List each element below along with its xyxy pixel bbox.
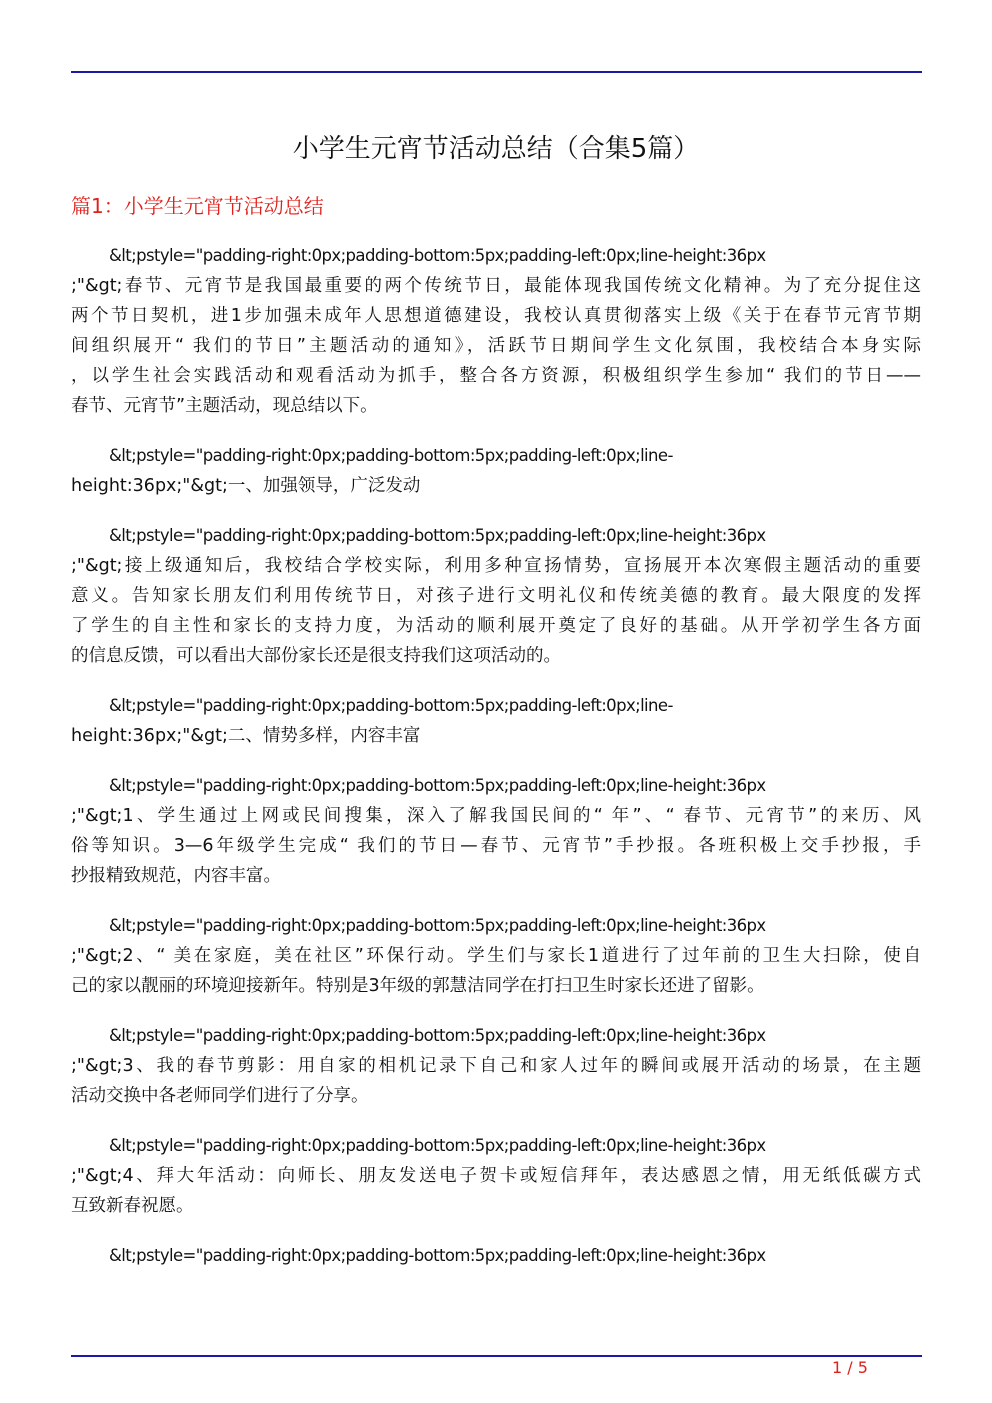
text-line: &lt;pstyle="padding-right:0px;padding-bottom:5px;padding-left:0px;line-height:36px xyxy=(109,916,766,935)
text-line: 意义。告知家长朋友们利用传统节日，对孩子进行文明礼仪和传统美德的教育。最大限度的发挥 xyxy=(71,586,921,606)
text-line: &lt;pstyle="padding-right:0px;padding-bottom:5px;padding-left:0px;line- xyxy=(109,696,673,715)
text-line: 间组织展开“ 我们的节日”主题活动的通知》，活跃节日期间学生文化氛围，我校结合本身实际 xyxy=(71,336,921,356)
page-number: 1 / 5 xyxy=(832,1358,868,1377)
text-line: 互致新春祝愿。 xyxy=(71,1196,194,1216)
text-line: 抄报精致规范，内容丰富。 xyxy=(71,866,281,886)
text-line: ，以学生社会实践活动和观看活动为抓手，整合各方资源，积极组织学生参加“ 我们的节日—— xyxy=(71,366,921,386)
paragraph xyxy=(71,1021,921,1111)
text-line: &lt;pstyle="padding-right:0px;padding-bottom:5px;padding-left:0px;line-height:36px xyxy=(109,1136,766,1155)
text-line: ;"&gt;2、“ 美在家庭，美在社区”环保行动。学生们与家长1道进行了过年前的卫生大扫除，使自 xyxy=(71,946,921,966)
paragraph xyxy=(71,1131,921,1221)
text-line: 己的家以靓丽的环境迎接新年。特别是3年级的郭慧洁同学在打扫卫生时家长还进了留影。 xyxy=(71,976,765,996)
text-line: &lt;pstyle="padding-right:0px;padding-bottom:5px;padding-left:0px;line-height:36px xyxy=(109,776,766,795)
section-heading: 篇1：小学生元宵节活动总结 xyxy=(71,194,324,218)
text-line: height:36px;"&gt;一、加强领导，广泛发动 xyxy=(71,476,421,496)
text-line: 活动交换中各老师同学们进行了分享。 xyxy=(71,1086,369,1106)
text-line: 俗等知识。3—6年级学生完成“ 我们的节日—春节、元宵节”手抄报。各班积极上交手抄报，手 xyxy=(71,836,921,856)
text-line: &lt;pstyle="padding-right:0px;padding-bottom:5px;padding-left:0px;line- xyxy=(109,446,673,465)
text-line: ;"&gt;春节、元宵节是我国最重要的两个传统节日，最能体现我国传统文化精神。为了充分捉住这 xyxy=(71,276,921,296)
document-body xyxy=(71,241,921,1291)
paragraph xyxy=(71,241,921,421)
paragraph xyxy=(71,771,921,891)
paragraph xyxy=(71,691,921,751)
text-line: height:36px;"&gt;二、情势多样，内容丰富 xyxy=(71,726,421,746)
paragraph xyxy=(71,521,921,671)
text-line: ;"&gt;3、我的春节剪影：用自家的相机记录下自己和家人过年的瞬间或展开活动的场景，在主题 xyxy=(71,1056,921,1076)
text-line: &lt;pstyle="padding-right:0px;padding-bottom:5px;padding-left:0px;line-height:36px xyxy=(109,526,766,545)
document-title: 小学生元宵节活动总结（合集5篇） xyxy=(292,134,700,164)
header-rule xyxy=(71,71,922,73)
text-line: 两个节日契机，进1步加强未成年人思想道德建设，我校认真贯彻落实上级《关于在春节元宵节期 xyxy=(71,306,921,326)
text-line: ;"&gt;接上级通知后，我校结合学校实际，利用多种宣扬情势，宣扬展开本次寒假主题活动的重要 xyxy=(71,556,921,576)
text-line: &lt;pstyle="padding-right:0px;padding-bottom:5px;padding-left:0px;line-height:36px xyxy=(109,1246,766,1265)
paragraph xyxy=(71,441,921,501)
text-line: ;"&gt;1、学生通过上网或民间搜集，深入了解我国民间的“ 年”、“ 春节、元宵节”的来历、风 xyxy=(71,806,921,826)
paragraph xyxy=(71,911,921,1001)
text-line: &lt;pstyle="padding-right:0px;padding-bottom:5px;padding-left:0px;line-height:36px xyxy=(109,1026,766,1045)
text-line: &lt;pstyle="padding-right:0px;padding-bottom:5px;padding-left:0px;line-height:36px xyxy=(109,246,766,265)
paragraph xyxy=(71,1241,921,1271)
text-line: 春节、元宵节”主题活动，现总结以下。 xyxy=(71,396,378,416)
footer-rule xyxy=(71,1355,922,1357)
text-line: ;"&gt;4、拜大年活动：向师长、朋友发送电子贺卡或短信拜年，表达感恩之情，用无纸低碳方式 xyxy=(71,1166,921,1186)
text-line: 了学生的自主性和家长的支持力度，为活动的顺利展开奠定了良好的基础。从开学初学生各方面 xyxy=(71,616,921,636)
text-line: 的信息反馈，可以看出大部份家长还是很支持我们这项活动的。 xyxy=(71,646,561,666)
